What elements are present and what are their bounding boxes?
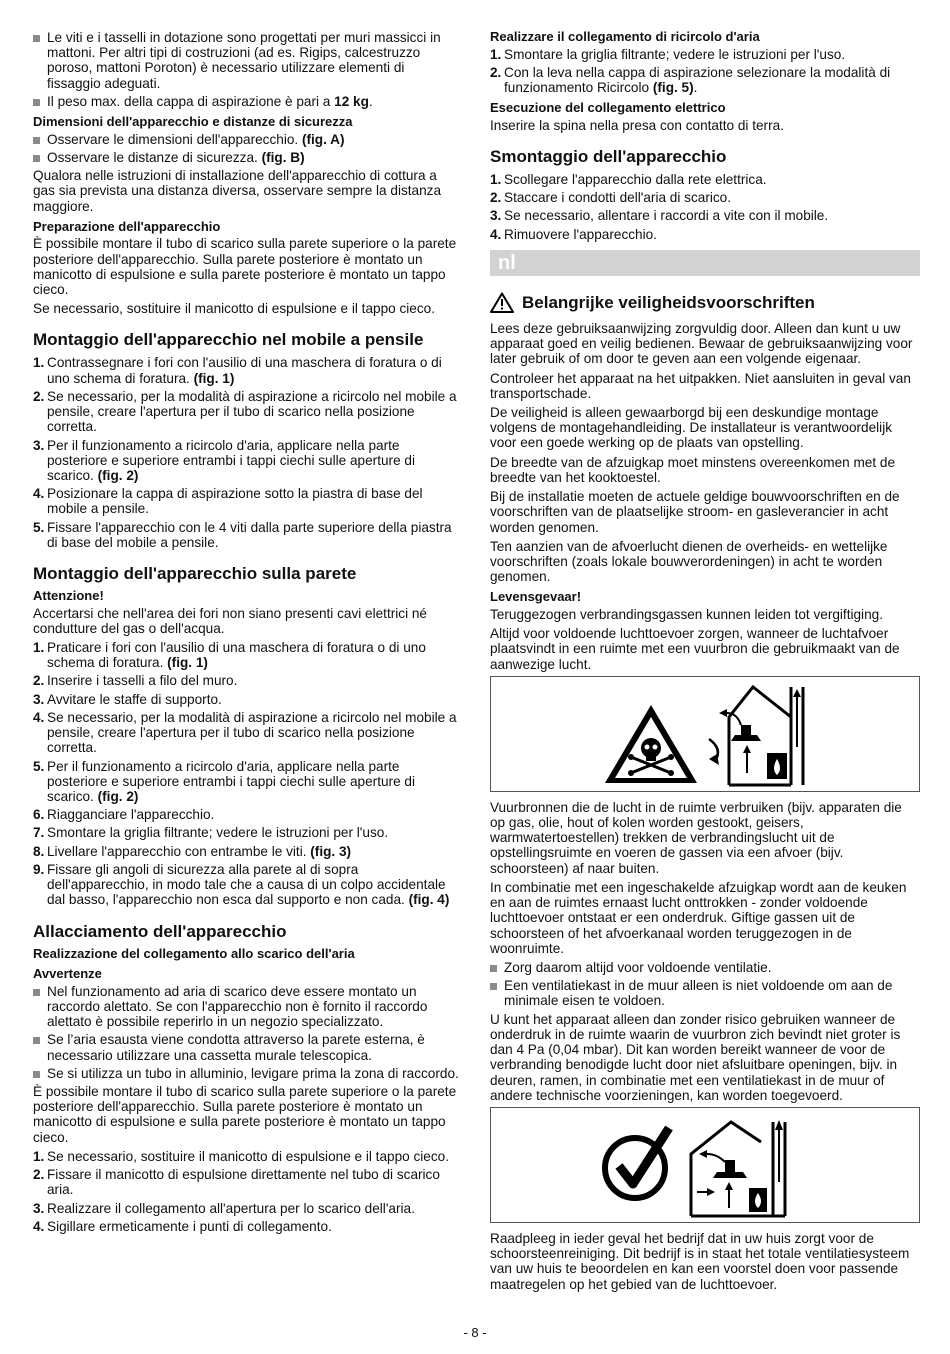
bullet-text: Zorg daarom altijd voor voldoende ventilatie. (504, 959, 772, 975)
list-item (490, 190, 920, 205)
paragraph: Lees deze gebruiksaanwijzing zorgvuldig door. Alleen dan kunt u uw apparaat goed en veilig bedienen. Bewaar de gebruiksaanwijzing voor later gebruik of om door te geven aan een volgende eigenaar. (490, 320, 913, 367)
list-item (33, 438, 460, 484)
list-item (33, 825, 460, 840)
list-item: Le viti e i tasselli in dotazione sono progettati per muri massicci in mattoni. Per altri tipi di costruzioni (ad es. Rigips, calcestruzzo poroso, mattoni Poroton) è necessario utilizzare elementi di fissaggio adeguati. (33, 30, 460, 91)
step-text: Smontare la griglia filtrante; vedere le istruzioni per l'uso. (47, 825, 389, 841)
language-bar: nl (490, 250, 920, 276)
intro-bullets (33, 30, 460, 109)
list-item (33, 844, 460, 859)
step-number: 1. (33, 355, 45, 371)
exhaust-subheading: Realizzazione del collegamento allo scarico dell'aria (33, 945, 355, 961)
step-text: Smontare la griglia filtrante; vedere le istruzioni per l'uso. (504, 46, 846, 62)
figure-reference: (fig. 1) (167, 655, 208, 671)
right-column (490, 30, 920, 1296)
ventilation-bullets (490, 960, 920, 1009)
figure-reference: (fig. 2) (97, 789, 139, 805)
step-text: Per il funzionamento a ricircolo d'aria, applicare nella parte posteriore e superiore entrambi i tappi ciechi sulle aperture di scarico. (47, 758, 415, 805)
notes-bullets (33, 984, 460, 1081)
list-item (33, 710, 460, 756)
step-text: Posizionare la cappa di aspirazione sotto la piastra di base del mobile a pensile. (47, 486, 423, 517)
paragraph: De veiligheid is alleen gewaarborgd bij een deskundige montage volgens de montagehandleiding. De installateur is verantwoordelijk voor een goede werking op de plaats van opstelling. (490, 404, 893, 451)
figure-reference: (fig. 4) (408, 892, 450, 908)
paragraph: Bij de installatie moeten de actuele geldige bouwvoorschriften en de voorschriften van de plaatselijke stroom- en gasleverancier in acht worden genomen. (490, 489, 900, 535)
dimensions-bullets (33, 132, 460, 165)
section-heading-removal: Smontaggio dell'apparecchio (490, 146, 727, 166)
list-item (490, 227, 920, 242)
step-text: Fissare gli angoli di sicurezza alla parete al di sopra dell'apparecchio, in modo tale che a causa di un colpo accidentale dal basso, l'apparecchio non esca dal supporto e non cada. (47, 861, 446, 908)
paragraph: È possibile montare il tubo di scarico sulla parete superiore o la parete posteriore dell'apparecchio. Sulla parete posteriore è montato un manicotto di espulsione e sulla parete posteriore è montato un tappo cieco. (33, 236, 457, 297)
recirculation-subheading: Realizzare il collegamento di ricircolo d'aria (490, 29, 760, 44)
figure-reference: (fig. 3) (310, 843, 352, 859)
step-number: 4. (490, 226, 502, 242)
step-text: Scollegare l'apparecchio dalla rete elettrica. (504, 172, 767, 187)
step-text: Se necessario, per la modalità di aspirazione a ricircolo nel mobile a pensile, creare l'apertura per il tubo di scarico nella posizione corretta. (47, 388, 457, 435)
step-number: 9. (33, 861, 45, 877)
list-item (490, 65, 920, 95)
step-text: Praticare i fori con l'ausilio di una maschera di foratura o di uno schema di foratura. (47, 640, 426, 671)
paragraph: Controleer het apparaat na het uitpakken. Niet aansluiten in geval van transportschade. (490, 370, 911, 401)
list-item: Osservare le dimensioni dell'apparecchio. (fig. A) (33, 132, 460, 147)
step-text: Se necessario, per la modalità di aspirazione a ricircolo nel mobile a pensile, creare l'apertura per il tubo di scarico nella posizione corretta. (47, 709, 457, 756)
list-item (490, 172, 920, 187)
list-item (33, 984, 460, 1030)
removal-steps (490, 172, 920, 242)
connection-steps (33, 1149, 460, 1234)
paragraph: U kunt het apparaat alleen dan zonder risico gebruiken wanneer de onderdruk in de ruimte waarin de vuurbron zich bevindt niet groter is dan 4 Pa (0,04 mbar). Dit kan worden bereikt wanneer de voor de verbranding benodigde lucht door niet afsluitbare openingen, bijv. in deuren, ramen, in combinatie met een ventilatiekast in de muur of andere technische voorzieningen, kan worden toegevoerd. (490, 1011, 901, 1103)
list-item (33, 1219, 460, 1234)
step-text: Rimuovere l'apparecchio. (504, 226, 657, 242)
step-number: 2. (490, 190, 502, 206)
step-number: 8. (33, 843, 45, 859)
paragraph: Inserire la spina nella presa con contatto di terra. (490, 117, 784, 133)
paragraph: Ten aanzien van de afvoerlucht dienen de overheids- en wettelijke voorschriften (zoals lokale bouwverordeningen) in acht te worden genomen. (490, 538, 888, 585)
bullet-text: Een ventilatiekast in de muur alleen is niet voldoende om aan de minimale eisen te voldoen. (504, 978, 893, 1009)
cabinet-mount-steps (33, 355, 460, 550)
list-item (33, 389, 460, 435)
step-text: Con la leva nella cappa di aspirazione selezionare la modalità di funzionamento Ricircolo (504, 64, 891, 95)
list-item (490, 960, 920, 975)
step-text-end: . (693, 79, 698, 95)
list-item (33, 1066, 460, 1081)
bullet-text: Se l’aria esausta viene condotta attraverso la parete esterna, è necessario utilizzare una cassetta murale telescopica. (47, 1032, 425, 1063)
electrical-subheading: Esecuzione del collegamento elettrico (490, 100, 726, 116)
paragraph: Se necessario, sostituire il manicotto di espulsione e il tappo cieco. (33, 301, 435, 317)
list-item (33, 1149, 460, 1164)
list-item (33, 673, 460, 688)
step-text: Staccare i condotti dell'aria di scarico. (504, 190, 731, 206)
list-item: Osservare le distanze di sicurezza. (fig. B) (33, 150, 460, 165)
list-item (33, 862, 460, 908)
ventilation-ok-figure (490, 1107, 920, 1223)
step-number: 6. (33, 807, 45, 823)
paragraph: Accertarsi che nell'area dei fori non siano presenti cavi elettrici né condutture del gas o dell'acqua. (33, 605, 427, 636)
step-number: 7. (33, 825, 45, 841)
step-text: Avvitare le staffe di supporto. (47, 691, 222, 707)
section-heading-cabinet-mount: Montaggio dell'apparecchio nel mobile a pensile (33, 330, 424, 350)
danger-subheading: Levensgevaar! (490, 589, 582, 605)
step-number: 3. (33, 1200, 45, 1216)
step-text: Se necessario, sostituire il manicotto di espulsione e il tappo cieco. (47, 1148, 449, 1164)
step-text: Se necessario, allentare i raccordi a vite con il mobile. (504, 208, 829, 224)
step-text: Fissare il manicotto di espulsione direttamente nel tubo di scarico aria. (47, 1167, 440, 1198)
poison-house-illustration (491, 677, 919, 791)
step-number: 1. (33, 640, 45, 656)
step-text: Realizzare il collegamento all'apertura per lo scarico dell'aria. (47, 1200, 415, 1216)
paragraph: Vuurbronnen die de lucht in de ruimte verbruiken (bijv. apparaten die op gas, olie, hout of kolen worden gestookt, geisers, warmwatertoestellen) trekken de verbrandingslucht uit de opstellingsruimte en voeren de gassen via een afvoer (bijv. schoorsteen) af naar buiten. (490, 799, 902, 876)
figure-reference: (fig. 5) (652, 79, 694, 95)
section-heading-wall-mount: Montaggio dell'apparecchio sulla parete (33, 564, 357, 584)
step-text: Contrassegnare i fori con l'ausilio di una maschera di foratura o di uno schema di foratura. (47, 355, 442, 386)
step-number: 4. (33, 486, 45, 502)
safety-heading: Belangrijke veiligheidsvoorschriften (490, 292, 920, 313)
paragraph: Altijd voor voldoende luchttoevoer zorgen, wanneer de luchtafvoer plaatsvindt in een ruimte met een vuurbron die gebruikmaakt van de aanwezige lucht. (490, 626, 900, 672)
list-item (33, 520, 460, 550)
list-item: Il peso max. della cappa di aspirazione è pari a 12 kg. (33, 94, 460, 109)
step-text: Fissare l'apparecchio con le 4 viti dalla parte superiore della piastra di base del mobile a pensile. (47, 519, 452, 550)
figure-reference: (fig. 1) (193, 370, 235, 386)
step-text: Livellare l'apparecchio con entrambe le viti. (47, 843, 311, 859)
list-item (33, 1167, 460, 1197)
bullet-text: Se si utilizza un tubo in alluminio, levigare prima la zona di raccordo. (47, 1065, 459, 1081)
paragraph: Raadpleeg in ieder geval het bedrijf dat in uw huis zorgt voor de schoorsteenreiniging. Dit bedrijf is in staat het totale ventilatiesysteem van uw huis te beoordelen en kan een voorstel doen voor passende maatregelen op het gebied van de luchttoevoer. (490, 1230, 910, 1292)
step-number: 3. (33, 437, 45, 453)
list-item (33, 486, 460, 516)
step-number: 3. (33, 691, 45, 707)
step-number: 5. (33, 519, 45, 535)
step-text: Riagganciare l'apparecchio. (47, 807, 215, 823)
list-item (33, 692, 460, 707)
bullet-text: Nel funzionamento ad aria di scarico deve essere montato un raccordo alettato. Se con l'apparecchio non è fornito il raccordo alettato è possibile reperirlo in un negozio specializzato. (47, 983, 428, 1030)
attention-subheading: Attenzione! (33, 588, 104, 604)
figure-reference: (fig. 2) (97, 467, 139, 483)
wall-mount-steps (33, 640, 460, 908)
list-item (33, 355, 460, 385)
step-number: 2. (33, 388, 45, 404)
list-item (33, 759, 460, 805)
ventilation-house-illustration (491, 1108, 919, 1222)
list-item (490, 47, 920, 62)
step-number: 4. (33, 1218, 45, 1234)
paragraph: De breedte van de afzuigkap moet minstens overeenkomen met de breedte van het kooktoestel. (490, 454, 896, 485)
step-number: 2. (33, 1167, 45, 1183)
step-text: Inserire i tasselli a filo del muro. (47, 673, 238, 689)
step-text: Per il funzionamento a ricircolo d'aria, applicare nella parte posteriore e superiore entrambi i tappi ciechi sulle aperture di scarico. (47, 437, 415, 483)
list-item (490, 978, 920, 1008)
left-column (33, 30, 460, 1237)
step-number: 2. (33, 673, 45, 689)
paragraph: Teruggezogen verbrandingsgassen kunnen leiden tot vergiftiging. (490, 606, 883, 622)
list-item (33, 1032, 460, 1062)
list-item (33, 640, 460, 670)
dimensions-subheading: Dimensioni dell'apparecchio e distanze di sicurezza (33, 114, 353, 130)
step-text: Sigillare ermeticamente i punti di collegamento. (47, 1218, 332, 1234)
list-item (33, 1201, 460, 1216)
step-number: 1. (33, 1148, 45, 1164)
recirculation-steps (490, 47, 920, 96)
notes-subheading: Avvertenze (33, 966, 102, 982)
list-item (33, 807, 460, 822)
paragraph: È possibile montare il tubo di scarico sulla parete superiore o la parete posteriore dell'apparecchio. Sulla parete posteriore è montato un manicotto di espulsione e sulla parete posteriore è montato un tappo cieco. (33, 1083, 457, 1145)
paragraph: In combinatie met een ingeschakelde afzuigkap wordt aan de keuken en aan de ruimtes ernaast lucht onttrokken - zonder voldoende luchttoevoer ontstaat er een onderdruk. Giftige gassen uit de schoorsteen of het afvoerkanaal worden teruggezogen in de woonruimte. (490, 879, 907, 956)
poison-warning-figure (490, 676, 920, 792)
paragraph: Qualora nelle istruzioni di installazione dell'apparecchio di cottura a gas sia prevista una distanza diversa, osservare sempre la distanza maggiore. (33, 168, 442, 214)
list-item (490, 208, 920, 223)
step-number: 1. (490, 172, 502, 187)
step-number: 4. (33, 709, 45, 725)
step-number: 5. (33, 758, 45, 774)
step-number: 1. (490, 46, 502, 62)
page-number: - 8 - (463, 1325, 487, 1340)
preparation-subheading: Preparazione dell'apparecchio (33, 218, 221, 234)
section-heading-connection: Allacciamento dell'apparecchio (33, 921, 287, 941)
warning-triangle-icon (490, 292, 514, 313)
step-number: 3. (490, 208, 502, 224)
step-number: 2. (490, 64, 502, 80)
